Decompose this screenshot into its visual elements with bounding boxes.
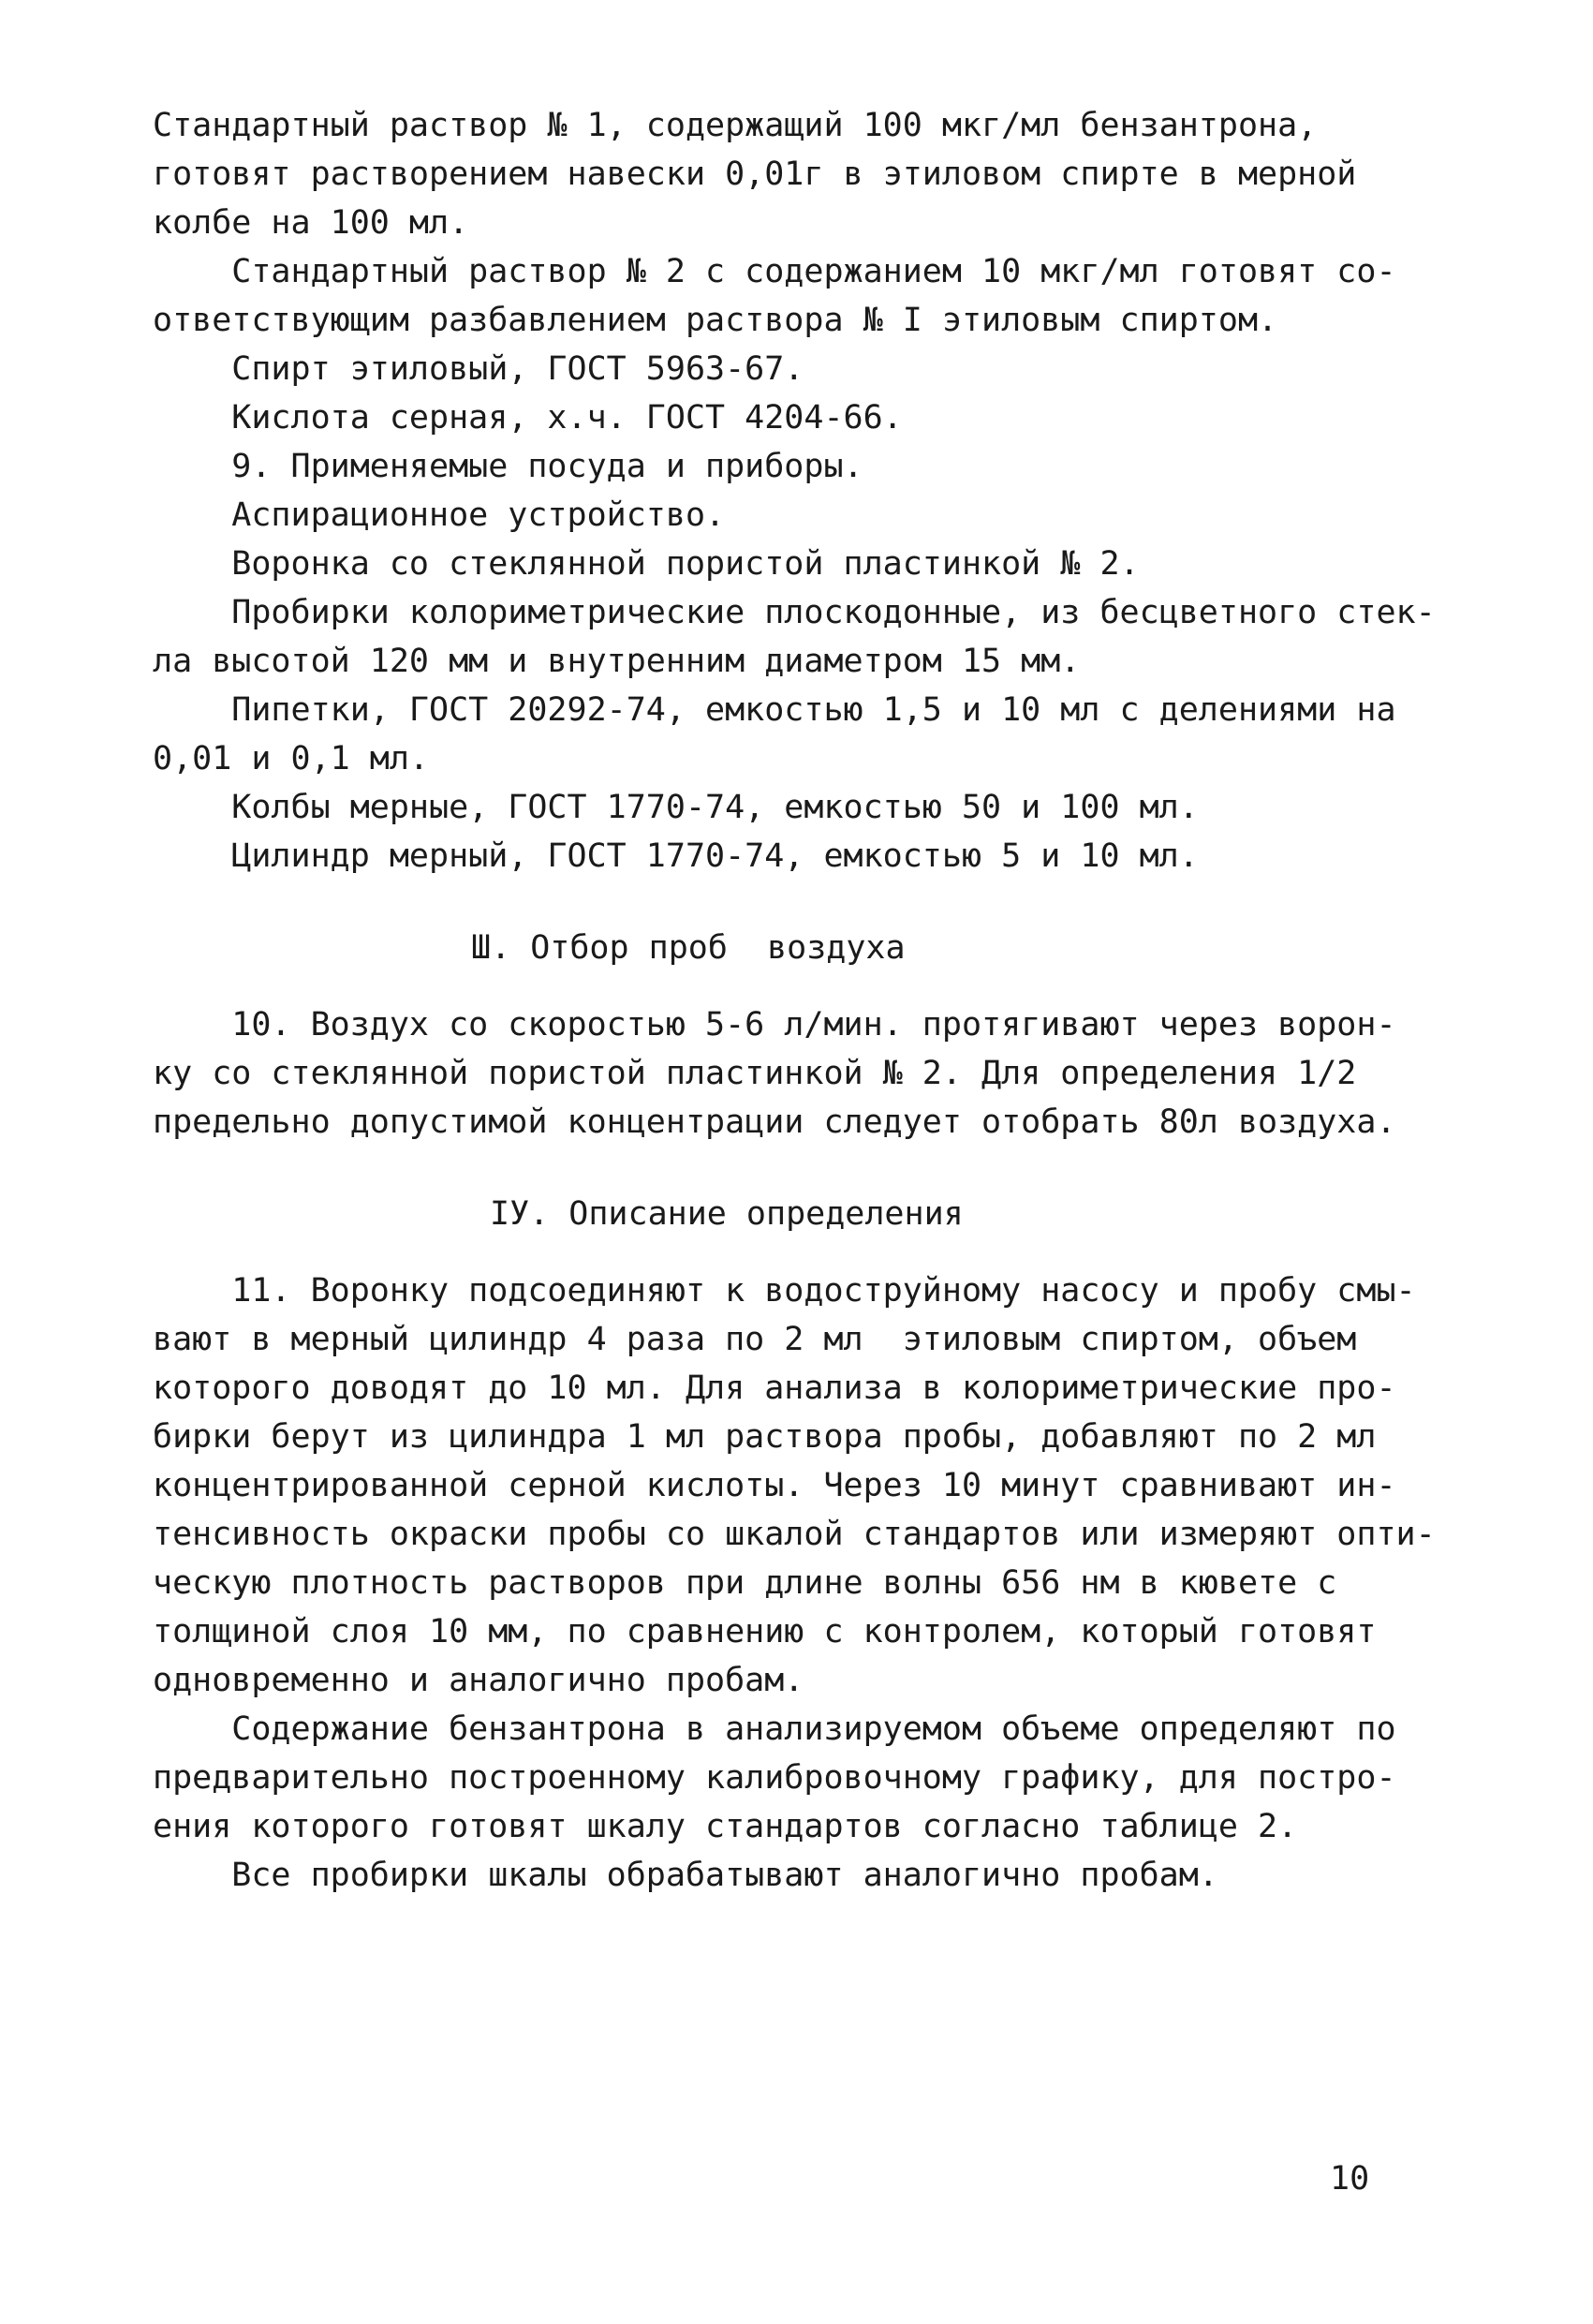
text-line: толщиной слоя 10 мм, по сравнению с контролем, который готовят bbox=[153, 1613, 1377, 1650]
text-line: ку со стеклянной пористой пластинкой № 2. Для определения 1/2 bbox=[153, 1055, 1357, 1092]
text-line: Стандартный раствор № 2 с содержанием 10 мкг/мл готовят со- bbox=[153, 253, 1396, 290]
text-line: вают в мерный цилиндр 4 раза по 2 мл этиловым спиртом, объем bbox=[153, 1321, 1357, 1358]
text-line: концентрированной серной кислоты. Через 10 минут сравнивают ин- bbox=[153, 1467, 1396, 1504]
text-line: колбе на 100 мл. bbox=[153, 204, 469, 242]
text-line: Цилиндр мерный, ГОСТ 1770-74, емкостью 5 и 10 мл. bbox=[153, 837, 1199, 875]
text-line: Пипетки, ГОСТ 20292-74, емкостью 1,5 и 10 мл с делениями на bbox=[153, 691, 1396, 729]
text-line: Пробирки колориметрические плоскодонные, из бесцветного стек- bbox=[153, 594, 1436, 631]
text-line: 9. Применяемые посуда и приборы. bbox=[153, 448, 863, 485]
text-line: тенсивность окраски пробы со шкалой стандартов или измеряют опти- bbox=[153, 1516, 1436, 1553]
text-line: Содержание бензантрона в анализируемом объеме определяют по bbox=[153, 1710, 1396, 1748]
text-line: Воронка со стеклянной пористой пластинкой № 2. bbox=[153, 545, 1140, 583]
text-line: Аспирационное устройство. bbox=[153, 496, 726, 534]
text-line: 11. Воронку подсоединяют к водоструйному насосу и пробу смы- bbox=[153, 1272, 1416, 1310]
text-line: Стандартный раствор № 1, содержащий 100 мкг/мл бензантрона, bbox=[153, 107, 1318, 144]
text-line: ения которого готовят шкалу стандартов согласно таблице 2. bbox=[153, 1808, 1298, 1845]
text-line: готовят растворением навески 0,01г в этиловом спирте в мерной bbox=[153, 155, 1357, 193]
text-line: ответствующим разбавлением раствора № I этиловым спиртом. bbox=[153, 302, 1278, 339]
text-line: 0,01 и 0,1 мл. bbox=[153, 740, 430, 777]
text-line: которого доводят до 10 мл. Для анализа в колориметрические про- bbox=[153, 1369, 1396, 1407]
text-line: ческую плотность растворов при длине волны 656 нм в кювете с bbox=[153, 1564, 1337, 1602]
text-line: Колбы мерные, ГОСТ 1770-74, емкостью 50 и 100 мл. bbox=[153, 789, 1199, 826]
text-line: Кислота серная, х.ч. ГОСТ 4204-66. bbox=[153, 399, 903, 437]
text-line: предельно допустимой концентрации следует отобрать 80л воздуха. bbox=[153, 1103, 1396, 1141]
section-heading-4: IУ. Описание определения bbox=[490, 1195, 964, 1233]
text-line: бирки берут из цилиндра 1 мл раствора пробы, добавляют по 2 мл bbox=[153, 1418, 1377, 1456]
document-body bbox=[153, 101, 1464, 1900]
section-heading-3: Ш. Отбор проб воздуха bbox=[471, 929, 906, 967]
page-number: 10 bbox=[1330, 2160, 1370, 2198]
text-line: ла высотой 120 мм и внутренним диаметром 15 мм. bbox=[153, 643, 1081, 680]
text-line: Все пробирки шкалы обрабатывают аналогично пробам. bbox=[153, 1857, 1218, 1894]
text-line: Спирт этиловый, ГОСТ 5963-67. bbox=[153, 350, 804, 388]
text-line: 10. Воздух со скоростью 5-6 л/мин. протягивают через ворон- bbox=[153, 1006, 1396, 1044]
text-line: предварительно построенному калибровочному графику, для постро- bbox=[153, 1759, 1396, 1797]
text-line: одновременно и аналогично пробам. bbox=[153, 1662, 804, 1699]
